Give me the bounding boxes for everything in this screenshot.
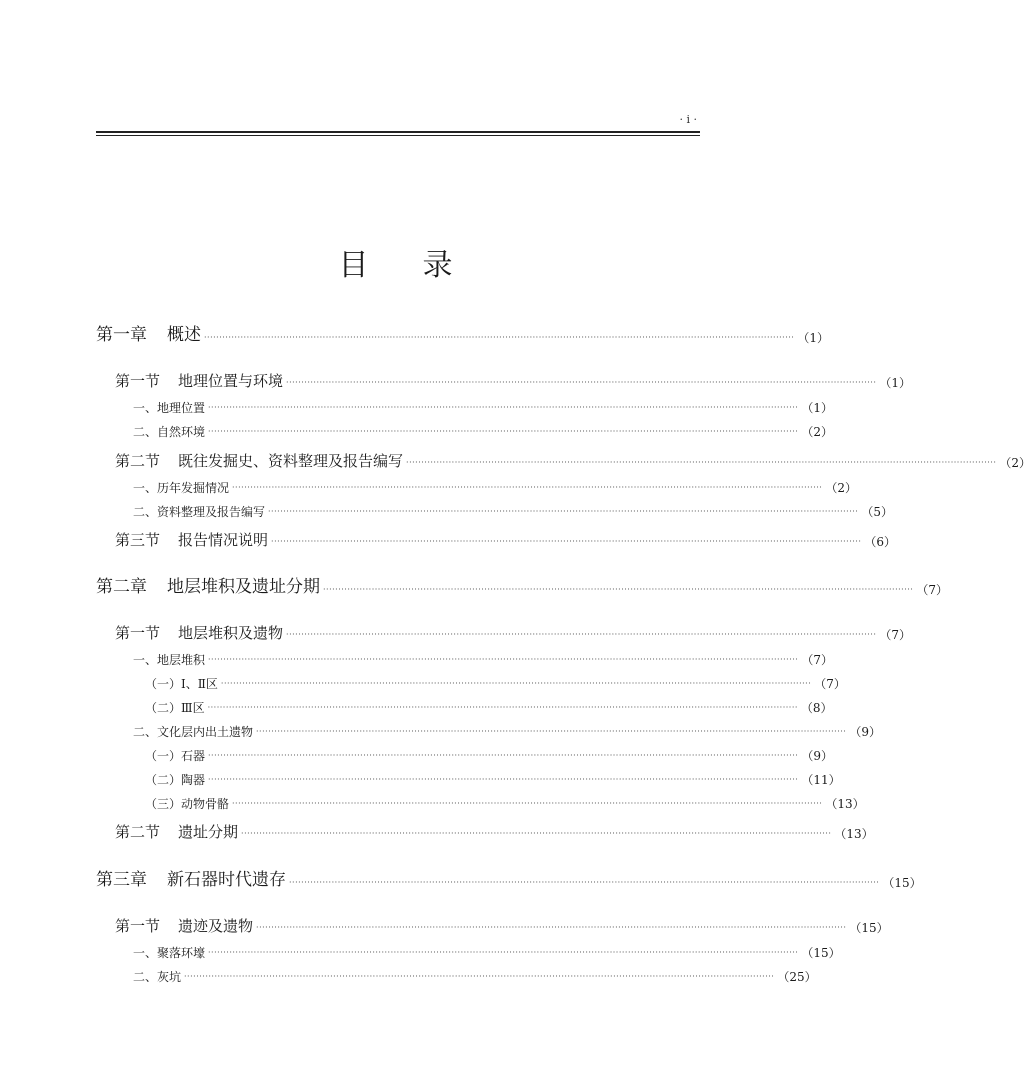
page-ref: （2） [801, 425, 833, 439]
page-ref: （11） [801, 773, 841, 787]
toc-item-1-1-1[interactable] [133, 401, 833, 415]
page-ref: （7） [879, 628, 912, 642]
leader-dots: ·································································································································································································· [208, 751, 799, 760]
toc-subitem-2-1-1-2[interactable] [145, 701, 833, 715]
toc-section-3-1[interactable] [115, 917, 889, 935]
leader-dots: ·································································································································································································· [256, 727, 847, 736]
page-ref: （2） [999, 456, 1031, 470]
section-number: 第一节 [115, 624, 161, 642]
item-title: （二）陶器 [145, 773, 206, 787]
leader-dots: ·································································································································································································· [208, 948, 799, 957]
chapter-title: 新石器时代遗存 [167, 870, 286, 890]
toc-chapter-2[interactable] [96, 577, 948, 597]
item-title: （三）动物骨骼 [145, 797, 230, 811]
section-title: 遗迹及遗物 [178, 917, 254, 935]
section-number: 第二节 [115, 452, 161, 470]
chapter-number: 第一章 [96, 325, 147, 345]
leader-dots: ·································································································································································································· [208, 427, 799, 436]
title-char-2: 录 [422, 248, 455, 283]
leader-dots: ·································································································································································································· [207, 703, 798, 712]
page-ref: （9） [849, 725, 881, 739]
page-ref: （8） [800, 701, 833, 715]
leader-dots: ·································································································································································································· [232, 483, 823, 492]
item-title: （二）Ⅲ区 [145, 701, 205, 715]
section-title: 报告情况说明 [178, 531, 269, 549]
section-title: 地层堆积及遗物 [178, 624, 284, 642]
page-ref: （9） [801, 749, 833, 763]
section-title: 地理位置与环境 [178, 372, 284, 390]
toc-subitem-2-1-2-3[interactable] [145, 797, 865, 811]
item-title: 一、地层堆积 [133, 653, 206, 667]
item-title: （一）石器 [145, 749, 206, 763]
toc-section-1-3[interactable] [115, 531, 897, 549]
section-number: 第一节 [115, 372, 161, 390]
toc-item-2-1-1[interactable] [133, 653, 833, 667]
leader-dots: ·································································································································································································· [208, 403, 799, 412]
leader-dots: ·································································································································································································· [220, 679, 812, 688]
page-ref: （1） [801, 401, 833, 415]
section-number: 第三节 [115, 531, 161, 549]
page-ref: （15） [801, 946, 841, 960]
chapter-number: 第三章 [96, 870, 147, 890]
item-title: （一）Ⅰ、Ⅱ区 [145, 677, 218, 691]
page-number: · i · [679, 113, 697, 126]
page-ref: （13） [825, 797, 865, 811]
page-ref: （25） [777, 970, 817, 984]
leader-dots: ·································································································································································································· [204, 333, 795, 342]
title-char-1: 目 [338, 248, 371, 283]
toc-section-2-2[interactable] [115, 823, 874, 841]
page-ref: （5） [861, 505, 893, 519]
section-number: 第二节 [115, 823, 161, 841]
page-ref: （7） [814, 677, 846, 691]
toc-chapter-1[interactable] [96, 325, 829, 345]
leader-dots: ·································································································································································································· [208, 775, 799, 784]
leader-dots: ·································································································································································································· [184, 972, 775, 981]
item-title: 一、聚落环壕 [133, 946, 206, 960]
leader-dots: ·································································································································································································· [286, 630, 877, 639]
toc-item-1-2-1[interactable] [133, 481, 857, 495]
toc-item-3-1-1[interactable] [133, 946, 841, 960]
page-ref: （6） [864, 535, 897, 549]
leader-dots: ·································································································································································································· [271, 537, 862, 546]
leader-dots: ·································································································································································································· [289, 878, 880, 887]
leader-dots: ·································································································································································································· [323, 585, 914, 594]
section-title: 遗址分期 [178, 823, 239, 841]
leader-dots: ·································································································································································································· [286, 378, 877, 387]
page-ref: （13） [834, 827, 874, 841]
toc-subitem-2-1-1-1[interactable] [145, 677, 846, 691]
leader-dots: ·································································································································································································· [208, 655, 799, 664]
page-ref: （7） [916, 583, 948, 597]
page-ref: （15） [882, 876, 922, 890]
leader-dots: ·································································································································································································· [406, 458, 997, 467]
toc-item-3-1-2[interactable] [133, 970, 817, 984]
toc-item-2-1-2[interactable] [133, 725, 881, 739]
chapter-title: 概述 [167, 325, 201, 345]
toc-chapter-3[interactable] [96, 870, 922, 890]
chapter-title: 地层堆积及遗址分期 [167, 577, 320, 597]
toc-item-1-1-2[interactable] [133, 425, 833, 439]
item-title: 一、地理位置 [133, 401, 206, 415]
toc-section-1-2[interactable] [115, 452, 1031, 470]
leader-dots: ·································································································································································································· [268, 507, 859, 516]
toc-subitem-2-1-2-2[interactable] [145, 773, 841, 787]
item-title: 一、历年发掘情况 [133, 481, 230, 495]
toc-section-2-1[interactable] [115, 624, 912, 642]
toc-item-1-2-2[interactable] [133, 505, 893, 519]
page-ref: （15） [849, 921, 889, 935]
chapter-number: 第二章 [96, 577, 147, 597]
page-ref: （1） [879, 376, 912, 390]
item-title: 二、自然环境 [133, 425, 206, 439]
leader-dots: ·································································································································································································· [241, 829, 832, 838]
toc-section-1-1[interactable] [115, 372, 912, 390]
section-title: 既往发掘史、资料整理及报告编写 [178, 452, 404, 470]
page-ref: （1） [797, 331, 829, 345]
section-number: 第一节 [115, 917, 161, 935]
item-title: 二、灰坑 [133, 970, 182, 984]
page-ref: （2） [825, 481, 857, 495]
page-ref: （7） [801, 653, 833, 667]
item-title: 二、资料整理及报告编写 [133, 505, 266, 519]
toc-subitem-2-1-2-1[interactable] [145, 749, 833, 763]
leader-dots: ·································································································································································································· [232, 799, 823, 808]
item-title: 二、文化层内出土遗物 [133, 725, 254, 739]
leader-dots: ·································································································································································································· [256, 923, 847, 932]
